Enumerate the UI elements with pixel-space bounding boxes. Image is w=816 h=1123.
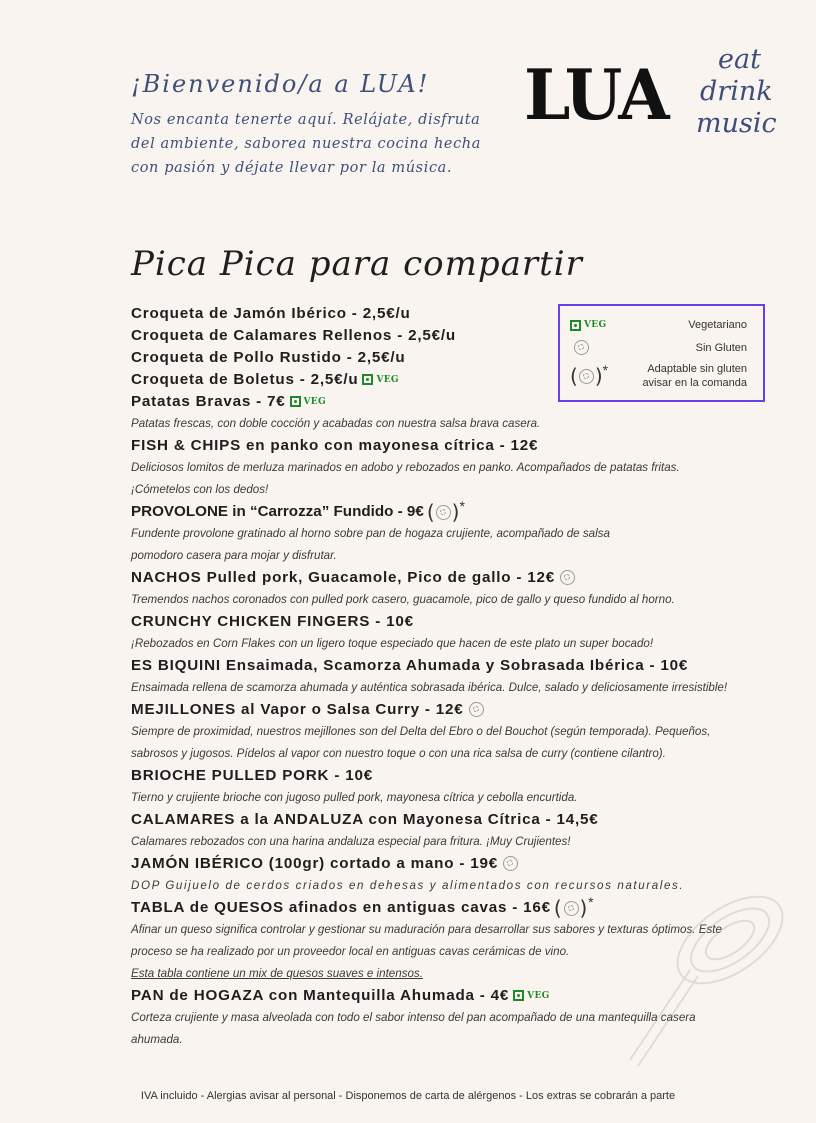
veg-icon: VEG [570,318,606,332]
tagline-drink: drink [700,76,773,107]
legend-vegetarian-label: Vegetariano [688,319,747,331]
tagline-music: music [696,108,777,139]
veg-icon: VEG [362,373,398,387]
veg-icon: VEG [290,395,326,409]
menu-item-description: pomodoro casera para mojar y disfrutar. [131,549,337,562]
menu-item-label: Croqueta de Boletus - 2,5€/u [131,371,359,388]
lua-logo: LUA [524,54,668,136]
legend-gluten-free-label: Sin Gluten [695,341,747,354]
menu-item-name [131,699,806,721]
menu-item-description: Tremendos nachos coronados con pulled pork casero, guacamole, pico de gallo y queso fundido al horno. [131,593,675,606]
welcome-text: Nos encanta tenerte aquí. Relájate, disfruta del ambiente, saborea nuestra cocina hecha con pasión y déjate llevar por la música. [131,112,481,176]
legend-adaptable-label: Adaptable sin gluten avisar en la comanda [642,363,747,389]
welcome-title: ¡Bienvenido/a a LUA! [131,70,430,98]
tagline [696,44,796,140]
menu-item-label: Croqueta de Jamón Ibérico - 2,5€/u [131,305,411,322]
adaptable-gluten-free-icon: ( ) * [426,498,465,524]
menu-item-description: Fundente provolone gratinado al horno sobre pan de hogaza crujiente, acompañado de salsa [131,527,610,540]
menu-item-description: Afinar un queso significa controlar y gestionar su maduración para desarrollar sus sabores y texturas óptimos. Este [131,923,722,936]
gluten-free-icon [469,702,484,717]
menu-item-description: Patatas frescas, con doble cocción y acabadas con nuestra salsa brava casera. [131,417,541,430]
menu-item-label: MEJILLONES al Vapor o Salsa Curry - 12€ [131,701,464,718]
menu-item-description: Ensaimada rellena de scamorza ahumada y auténtica sobrasada ibérica. Dulce, salado y deliciosamente irresistible! [131,681,728,694]
menu-item-description: Siempre de proximidad, nuestros mejillones son del Delta del Ebro o del Bouchot (según temporada). Pequeños, [131,725,711,738]
menu-item-label: TABLA de QUESOS afinados en antiguas cavas - 16€ [131,899,551,917]
adaptable-gluten-free-icon: ( ) * [570,362,609,388]
adaptable-gluten-free-icon: ( ) * [553,894,595,920]
menu-item-name [131,655,806,677]
veg-icon: VEG [513,989,549,1003]
menu-item-description: Calamares rebozados con una harina andaluza especial para fritura. ¡Muy Crujientes! [131,835,571,848]
menu-item-description: Tierno y crujiente brioche con jugoso pulled pork, mayonesa cítrica y cebolla encurtida. [131,791,578,804]
menu-item-label: Croqueta de Pollo Rustido - 2,5€/u [131,349,406,366]
menu-item-description: sabrosos y jugosos. Pídelos al vapor con nuestro toque o con una rica salsa de curry (contiene cilantro). [131,747,666,760]
menu-item-name [131,435,806,457]
menu-item-name [131,765,806,787]
tagline-eat: eat [718,44,761,75]
gluten-free-icon [503,856,518,871]
menu-item-label: CRUNCHY CHICKEN FINGERS - 10€ [131,613,414,630]
menu-item-name [131,498,806,524]
menu-item-name [131,809,806,831]
menu-item-label: Croqueta de Calamares Rellenos - 2,5€/u [131,327,456,344]
menu-item-name [131,611,806,633]
menu-item-label: JAMÓN IBÉRICO (100gr) cortado a mano - 19€ [131,855,498,872]
menu-item-label: PAN de HOGAZA con Mantequilla Ahumada - 4€ [131,987,510,1004]
menu-item-label: ES BIQUINI Ensaimada, Scamorza Ahumada y Sobrasada Ibérica - 10€ [131,657,689,674]
menu-item-name [131,303,806,325]
menu-item-description: ahumada. [131,1033,183,1046]
menu-item-description: proceso se ha realizado por un proveedor local en antiguas cavas cerámicas de vino. [131,945,570,958]
menu-item-label: FISH & CHIPS en panko con mayonesa cítrica - 12€ [131,437,539,454]
menu-item-name [131,369,806,391]
menu-item-name [131,325,806,347]
menu-item-description: Deliciosos lomitos de merluza marinados en adobo y rebozados en panko. Acompañados de patatas fritas. [131,461,680,474]
menu-item-label: PROVOLONE in “Carrozza” Fundido - 9€ [131,503,424,521]
section-title: Pica Pica para compartir [131,244,583,284]
menu-item-label: CALAMARES a la ANDALUZA con Mayonesa Cítrica - 14,5€ [131,811,599,828]
gluten-free-icon [560,570,575,585]
menu-item-label: NACHOS Pulled pork, Guacamole, Pico de gallo - 12€ [131,569,556,586]
menu-item-label: Patatas Bravas - 7€ [131,393,286,410]
menu-item-note: Esta tabla contiene un mix de quesos suaves e intensos. [131,967,423,980]
menu-item-description: ¡Cómetelos con los dedos! [131,483,269,496]
footer-note: IVA incluido - Alergias avisar al personal - Disponemos de carta de alérgenos - Los extras se cobrarán a parte [140,1090,676,1102]
menu-item-name [131,391,806,413]
menu-item-description: DOP Guijuelo de cerdos criados en dehesas y alimentados con recursos naturales. [131,879,685,892]
whisk-illustration [610,870,810,1070]
menu-item-description: Corteza crujiente y masa alveolada con todo el sabor intenso del pan acompañado de una mantequilla casera [131,1011,696,1024]
menu-item-name [131,567,806,589]
menu-item-description: ¡Rebozados en Corn Flakes con un ligero toque especiado que hacen de este plato un super bocado! [131,637,654,650]
menu-item-label: BRIOCHE PULLED PORK - 10€ [131,767,373,784]
menu-item-name [131,347,806,369]
